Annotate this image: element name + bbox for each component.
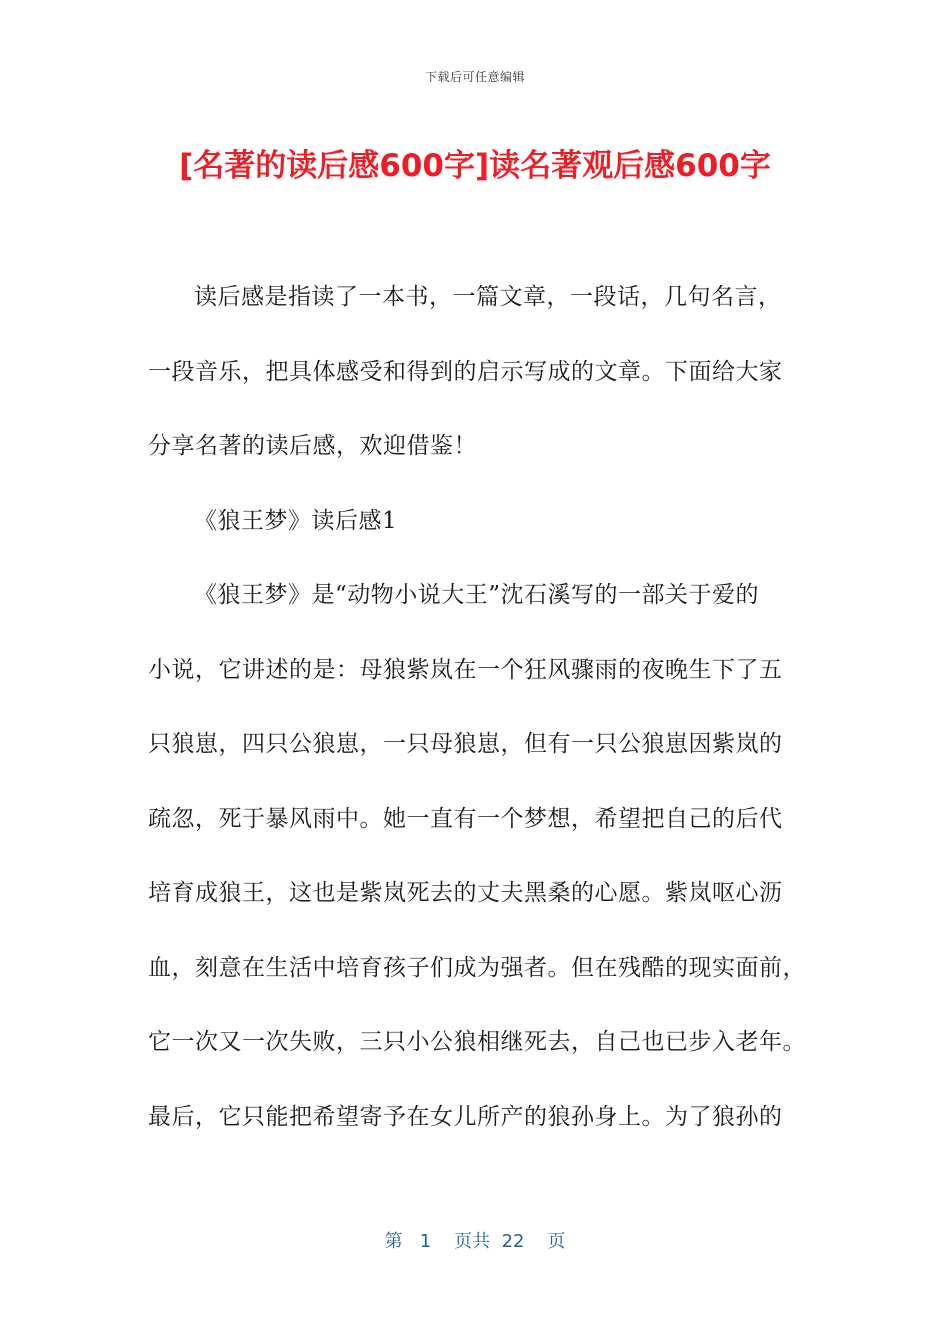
paragraph-line: 血，刻意在生活中培育孩子们成为强者。但在残酷的现实面前，: [148, 954, 806, 981]
paragraph-line: 培育成狼王，这也是紫岚死去的丈夫黑桑的心愿。紫岚呕心沥: [148, 880, 783, 906]
page-footer: [0, 1227, 950, 1253]
paragraph-line: 最后，它只能把希望寄予在女儿所产的狼孙身上。为了狼孙的: [148, 1103, 783, 1130]
paragraph-line: 疏忽，死于暴风雨中。她一直有一个梦想，希望把自己的后代: [148, 805, 783, 832]
paragraph-line: 分享名著的读后感，欢迎借鉴！: [148, 433, 477, 459]
page-total: 22: [501, 1231, 525, 1252]
paragraph-line: 一段音乐，把具体感受和得到的启示写成的文章。下面给大家: [148, 358, 783, 385]
document-body: [148, 275, 808, 1169]
paragraph-line: 小说，它讲述的是：母狼紫岚在一个狂风骤雨的夜晚生下了五: [148, 656, 783, 683]
paragraph-line: 它一次又一次失败，三只小公狼相继死去，自己也已步入老年。: [148, 1029, 806, 1055]
paragraph-line: 读后感是指读了一本书，一篇文章，一段话，几句名言，: [194, 284, 782, 310]
document-title: [名著的读后感600字]读名著观后感600字: [179, 148, 771, 184]
page-label-start: 第: [384, 1231, 403, 1252]
header-note: 下载后可任意编辑: [424, 70, 525, 84]
paragraph-line: 《狼王梦》是“动物小说大王”沈石溪写的一部关于爱的: [194, 582, 760, 608]
page-label-mid: 页共: [454, 1231, 491, 1252]
page-label-end: 页: [547, 1231, 566, 1252]
paragraph-line: 只狼崽，四只公狼崽，一只母狼崽，但有一只公狼崽因紫岚的: [148, 731, 783, 757]
page-current: 1: [419, 1231, 432, 1252]
section-heading: 《狼王梦》读后感1: [194, 507, 398, 534]
